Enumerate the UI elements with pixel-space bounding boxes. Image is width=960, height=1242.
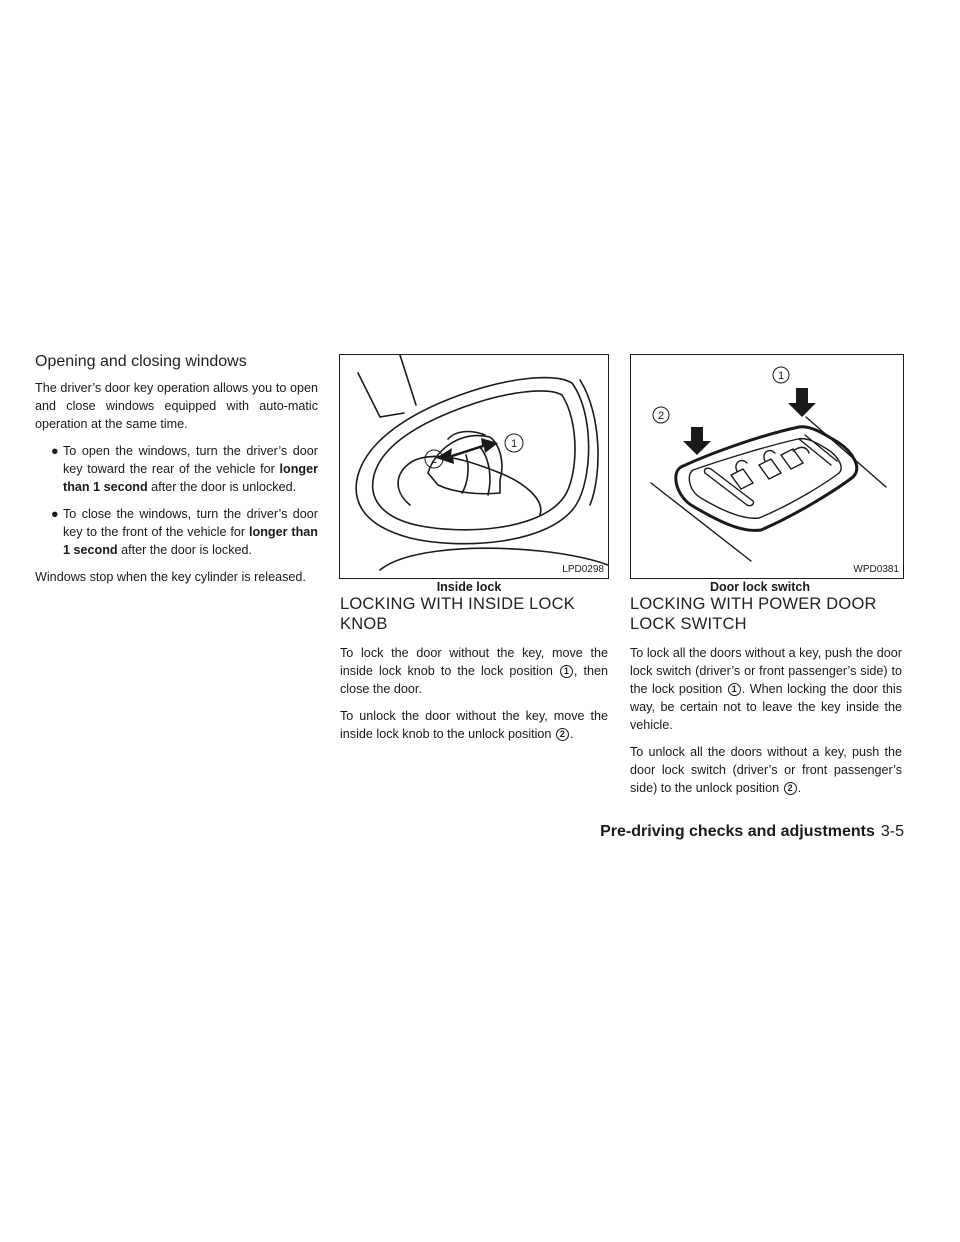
paragraph-text: To lock all the doors without a key, push the door lock switch (driver’s or front passenger’s side) to the lock position: [630, 646, 902, 696]
column-power-door-lock: [630, 594, 902, 806]
paragraph-text-end: .: [797, 781, 802, 795]
column-windows: [35, 352, 318, 595]
bullet-open-windows: [51, 442, 318, 496]
figure1-label-2: 2: [430, 454, 438, 466]
paragraph-text: To lock the door without the key, move the inside lock knob to the lock position: [340, 646, 608, 678]
bullet-emphasis: longer than 1 second: [63, 525, 318, 557]
figure2-label-2: 2: [657, 410, 665, 422]
paragraph-text-end: , then close the door.: [340, 664, 609, 696]
figure1-code: LPD0298: [562, 564, 604, 575]
power-lock-paragraph-1: [630, 644, 902, 734]
heading-opening-closing-windows: Opening and closing windows: [35, 353, 247, 370]
paragraph-text: To unlock the door without the key, move the inside lock knob to the unlock position: [340, 709, 608, 741]
bullet-text: To close the windows, turn the driver’s door key to the front of the vehicle for: [63, 507, 318, 539]
position-2-marker: 2: [784, 782, 797, 795]
bullet-marker: ●: [51, 507, 59, 521]
bullet-emphasis: longer than 1 second: [63, 462, 318, 494]
figure-inside-lock: [339, 354, 609, 579]
paragraph-text-end: . When locking the door this way, be certain not to leave the key inside the vehicle.: [630, 682, 903, 732]
figure2-caption: Door lock switch: [709, 580, 811, 594]
figure2-code: WPD0381: [853, 564, 899, 575]
position-1-marker: 1: [728, 683, 741, 696]
footer-section-title: Pre-driving checks and adjustments: [600, 823, 875, 840]
page-footer: [587, 822, 904, 842]
position-2-marker: 2: [556, 728, 569, 741]
column-inside-lock-knob: [340, 594, 608, 752]
footer-page-number: 3-5: [880, 823, 904, 840]
door-lock-switch-illustration: [631, 355, 903, 578]
windows-intro-paragraph: The driver’s door key operation allows you to open and close windows equipped with auto-matic operation at the same time.: [35, 381, 318, 431]
paragraph-text: To unlock all the doors without a key, push the door lock switch (driver’s or front passenger’s side) to the unlock position: [630, 745, 902, 795]
bullet-marker: ●: [51, 444, 59, 458]
bullet-close-windows: [51, 505, 318, 559]
power-lock-paragraph-2: [630, 743, 902, 797]
figure-door-lock-switch: [630, 354, 904, 579]
bullet-text: To open the windows, turn the driver’s door key toward the rear of the vehicle for: [63, 444, 318, 476]
inside-lock-paragraph-2: [340, 707, 608, 743]
position-1-marker: 1: [560, 665, 573, 678]
heading-locking-inside-lock-knob: LOCKING WITH INSIDE LOCK KNOB: [340, 595, 575, 633]
windows-closing-paragraph: Windows stop when the key cylinder is released.: [35, 570, 306, 584]
bullet-text-end: after the door is unlocked.: [147, 480, 297, 494]
paragraph-text-end: .: [569, 727, 574, 741]
heading-locking-power-door-lock-switch: LOCKING WITH POWER DOOR LOCK SWITCH: [630, 595, 877, 633]
bullet-text-end: after the door is locked.: [117, 543, 252, 557]
figure2-label-1: 1: [777, 370, 785, 382]
inside-lock-illustration: [340, 355, 608, 578]
inside-lock-paragraph-1: [340, 644, 608, 698]
figure1-caption: Inside lock: [436, 580, 502, 594]
figure1-label-1: 1: [510, 438, 518, 450]
